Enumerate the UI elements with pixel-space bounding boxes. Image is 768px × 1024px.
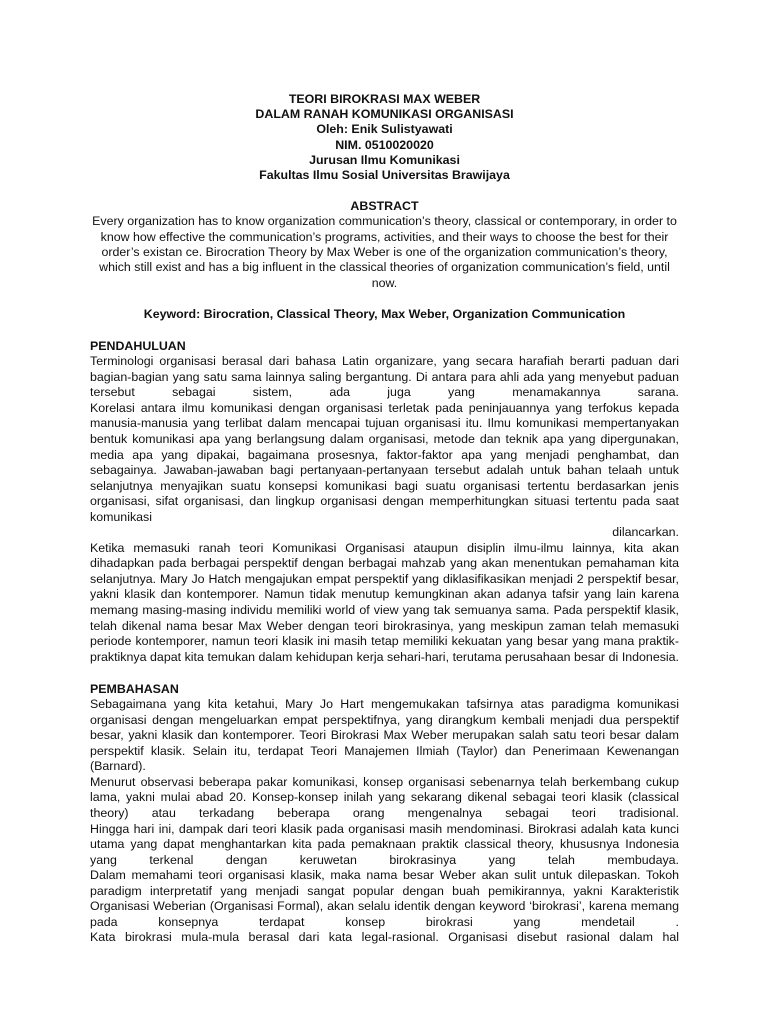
paragraph: Kata birokrasi mula-mula berasal dari kata legal-rasional. Organisasi disebut rasional dalam hal <box>90 930 679 945</box>
keyword-line: Keyword: Birocration, Classical Theory, Max Weber, Organization Communication <box>143 307 626 322</box>
paragraph: Dalam memahami teori organisasi klasik, maka nama besar Weber akan sulit untuk dilepaskan. Tokoh paradigm interpretatif yang menjadi sangat popular dengan buah pemikirannya, yakni Karakteristik Organisasi Weberian (Organisasi Formal), akan selalu identik dengan keyword ‘birokrasi’, karena memang pada konsepnya terdapat konsep birokrasi yang mendetail . <box>90 868 679 929</box>
section-body-pendahuluan <box>90 354 679 665</box>
document-title: TEORI BIROKRASI MAX WEBER <box>288 92 481 106</box>
paragraph: Sebagaimana yang kita ketahui, Mary Jo Hart mengemukakan tafsirnya atas paradigma komunikasi organisasi dengan mengeluarkan empat perspektifnya, yang dirangkum kembali menjadi dua perspektif besar, yakni klasik dan kontemporer. Teori Birokrasi Max Weber merupakan salah satu teori besar dalam perspektif klasik. Selain itu, terdapat Teori Manajemen Ilmiah (Taylor) dan Penerimaan Kewenangan (Barnard). <box>90 697 679 774</box>
section-body-pembahasan <box>90 697 679 946</box>
document-subtitle: DALAM RANAH KOMUNIKASI ORGANISASI <box>255 107 514 122</box>
faculty-line: Fakultas Ilmu Sosial Universitas Brawijaya <box>259 168 510 183</box>
section-heading-pembahasan: PEMBAHASAN <box>90 682 179 697</box>
author-line: Oleh: Enik Sulistyawati <box>316 122 453 137</box>
paragraph-end: dilancarkan. <box>612 525 679 540</box>
department-line: Jurusan Ilmu Komunikasi <box>309 152 460 167</box>
paragraph: Terminologi organisasi berasal dari bahasa Latin organizare, yang secara harafiah berarti paduan dari bagian-bagian yang satu sama lainnya saling bergantung. Di antara para ahli ada yang menyebut paduan tersebut sebagai sistem, ada juga yang menamakannya sarana. <box>90 354 679 400</box>
abstract-text: Every organization has to know organization communication’s theory, classical or contemporary, in order to know how effective the communication’s programs, activities, and their ways to choose the best for their order’s existan ce. Birocration Theory by Max Weber is one of the organization communication’s theory, which still exist and has a big influent in the classical theories of organization communication’s field, until now. <box>92 214 677 290</box>
title-block <box>90 92 679 183</box>
section-heading-pendahuluan: PENDAHULUAN <box>90 339 186 354</box>
abstract-heading: ABSTRACT <box>350 199 419 214</box>
paragraph <box>90 401 679 541</box>
paragraph: Hingga hari ini, dampak dari teori klasik pada organisasi masih mendominasi. Birokrasi adalah kata kunci utama yang dapat menghantarkan kita pada pemaknaan praktik classical theory, khususnya Indonesia yang terkenal dengan keruwetan birokrasinya yang telah membudaya. <box>90 821 679 867</box>
paragraph-text: Korelasi antara ilmu komunikasi dengan organisasi terletak pada peninjauannya yang terfokus kepada manusia-manusia yang terlibat dalam mencapai tujuan organisasi itu. Ilmu komunikasi mempertanyakan bentuk komunikasi apa yang berlangsung dalam organisasi, metode dan teknik apa yang dipergunakan, media apa yang dipakai, bagaimana prosesnya, faktor-faktor apa yang menjadi penghambat, dan sebagainya. Jawaban-jawaban bagi pertanyaan-pertanyaan tersebut adalah untuk bahan telaah untuk selanjutnya menyajikan suatu konsepsi komunikasi bagi suatu organisasi tertentu berdasarkan jenis organisasi, sifat organisasi, dan lingkup organisasi dengan memperhitungkan situasi tertentu pada saat komunikasi <box>90 400 679 524</box>
nim-line: NIM. 0510020020 <box>335 137 434 152</box>
paragraph: Menurut observasi beberapa pakar komunikasi, konsep organisasi sebenarnya telah berkembang cukup lama, yakni mulai abad 20. Konsep-konsep inilah yang sekarang dikenal sebagai teori klasik (classical theory) atau terkadang beberapa orang mengenalnya sebagai teori tradisional. <box>90 774 679 821</box>
paragraph: Ketika memasuki ranah teori Komunikasi Organisasi ataupun disiplin ilmu-ilmu lainnya, kita akan dihadapkan pada berbagai perspektif dengan berbagai mahzab yang akan menentukan pemahaman kita selanjutnya. Mary Jo Hatch mengajukan empat perspektif yang diklasifikasikan menjadi 2 perspektif besar, yakni klasik dan kontemporer. Namun tidak menutup kemungkinan akan adanya tafsir yang lain karena memang masing-masing individu memiliki world of view yang tak semuanya sama. Pada perspektif klasik, telah dikenal nama besar Max Weber dengan teori birokrasinya, yang meskipun zaman telah memasuki periode kontemporer, namun teori klasik ini masih tetap memiliki kekuatan yang besar yang mana praktik-praktiknya dapat kita temukan dalam kehidupan kerja sehari-hari, terutama perusahaan besar di Indonesia. <box>90 540 679 664</box>
